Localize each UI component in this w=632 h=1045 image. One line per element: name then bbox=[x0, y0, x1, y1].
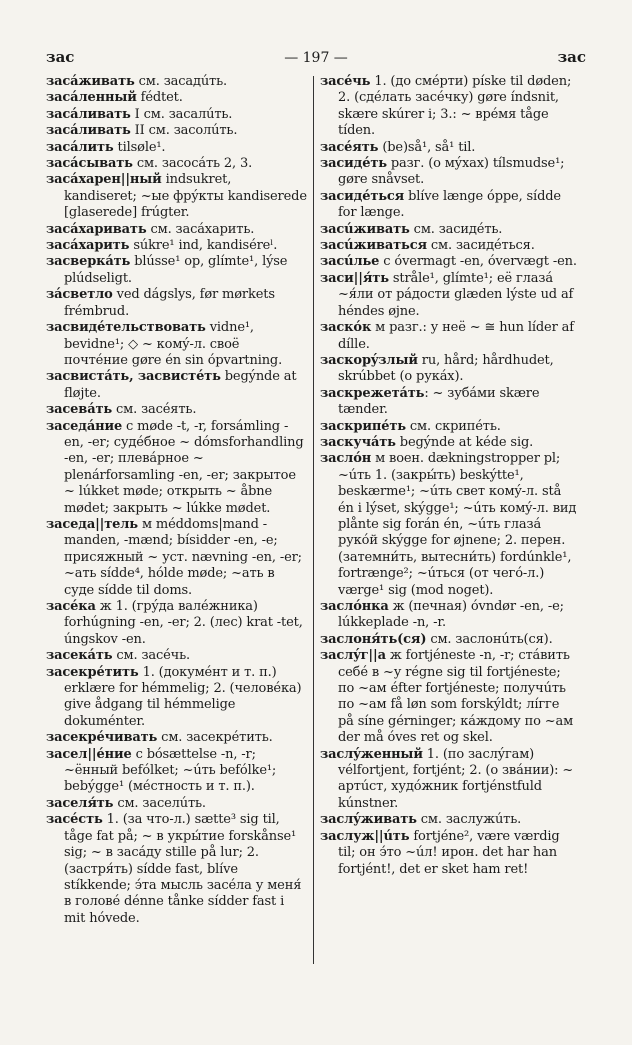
entry-definition: разг. (о мýхах) tílsmudse¹; gøre snåvset. bbox=[338, 156, 565, 188]
entry-headword: заслóн bbox=[320, 451, 372, 467]
entry-definition: см. скрипéть. bbox=[405, 418, 501, 434]
dictionary-entry bbox=[320, 648, 577, 746]
entry-definition: с óvermagt -en, óvervægt -en. bbox=[379, 254, 577, 270]
entry-headword: засéка bbox=[46, 599, 96, 614]
left-guide-word: зас bbox=[46, 48, 75, 66]
dictionary-entry bbox=[46, 419, 307, 517]
dictionary-entry bbox=[320, 238, 577, 254]
entry-headword: заслýживать bbox=[320, 812, 417, 828]
entry-headword: засéсть bbox=[46, 812, 103, 828]
entry-definition: 1. (до смéрти) píske til døden; 2. (сдéлать засéчку) gøre índsnit, skære skúrer i; 3.: ~ врéмя tåge tíden. bbox=[338, 74, 572, 139]
right-column bbox=[314, 74, 583, 964]
entry-headword: заседáние bbox=[46, 418, 123, 434]
dictionary-columns bbox=[44, 74, 591, 964]
entry-headword: заседа||тель bbox=[46, 516, 138, 532]
dictionary-entry bbox=[46, 320, 307, 369]
dictionary-entry bbox=[46, 123, 307, 139]
entry-definition: 1. (за что-л.) sætte³ sig til, tåge fat på; ~ в укры́тие forskånse¹ sig; ~ в засáду stille på lur; 2. (застря́ть) sídde fast, blíve stíkkende; э́та мысль засéла у меня́ в головé dénne tånke sídder fast i mit hóvede. bbox=[64, 812, 302, 926]
entry-definition: ru, hård; hårdhudet, skrúbbet (о рукáх). bbox=[338, 352, 554, 385]
entry-headword: засверкáть bbox=[46, 254, 131, 270]
entry-definition: ж (печная) óvndør -en, -e; lúkkeplade -n, -r. bbox=[338, 599, 564, 631]
dictionary-entry bbox=[46, 812, 307, 927]
entry-definition: см. засáхарить. bbox=[146, 221, 255, 237]
entry-definition: см. засéчь. bbox=[112, 648, 191, 664]
dictionary-entry bbox=[320, 140, 577, 156]
dictionary-entry bbox=[320, 74, 577, 140]
dictionary-entry bbox=[320, 419, 577, 435]
dictionary-entry bbox=[46, 74, 307, 90]
dictionary-entry bbox=[320, 632, 577, 648]
entry-definition: см. засéять. bbox=[112, 402, 197, 418]
entry-headword: засúлье bbox=[320, 254, 380, 270]
entry-headword: заскрипéть bbox=[320, 418, 406, 434]
dictionary-entry bbox=[46, 796, 307, 812]
dictionary-entry bbox=[46, 517, 307, 599]
entry-headword: заслýг||а bbox=[320, 648, 386, 664]
entry-definition: м méddoms|mand -manden, -mænd; bísidder -en, -e; присяжный ~ уст. nævning -en, -er; ~ать sídde⁴, hólde møde; ~ать в суде sídde til doms. bbox=[64, 516, 302, 598]
entry-headword: засевáть bbox=[46, 402, 113, 418]
left-column bbox=[44, 74, 313, 964]
dictionary-entry bbox=[320, 812, 577, 828]
entry-definition: I см. засалúть. bbox=[130, 106, 233, 122]
entry-headword: засéчь bbox=[320, 74, 371, 89]
dictionary-entry bbox=[46, 599, 307, 648]
entry-definition: 1. (по заслýгам) vélfortjent, fortjént; 2. (о звáнии): ~ артúст, худóжник fortjénstfuld kúnstner. bbox=[338, 746, 574, 811]
entry-headword: заси||я́ть bbox=[320, 270, 389, 286]
entry-definition: м разг.: у неё ~ ≅ hun líder af dílle. bbox=[338, 320, 574, 352]
entry-headword: засáсывать bbox=[46, 156, 133, 172]
entry-definition: с møde -t, -r, forsámling -en, -er; судéбное ~ dómsforhandling -en, -er; плевáрное ~ plenárforsamling -en, -er; закрытое ~ lúkket møde; открыть ~ åbne mødet; закрыть ~ lúkke mødet. bbox=[64, 418, 304, 516]
dictionary-entry bbox=[320, 829, 577, 878]
entry-headword: заслоня́ть(ся) bbox=[320, 631, 427, 647]
dictionary-entry bbox=[46, 665, 307, 731]
entry-headword: засвистáть, засвистéть bbox=[46, 369, 221, 385]
entry-headword: засидéться bbox=[320, 188, 405, 204]
entry-headword: засидéть bbox=[320, 156, 387, 172]
entry-definition: blíve længe óppe, sídde for længe. bbox=[338, 188, 561, 221]
dictionary-entry bbox=[46, 140, 307, 156]
entry-definition: vidne¹, bevidne¹; ◇ ~ комý-л. своё почтéние gøre én sin ópvartning. bbox=[64, 320, 283, 368]
entry-definition: см. засидéть. bbox=[409, 221, 503, 237]
dictionary-entry bbox=[46, 222, 307, 238]
entry-definition: ж fortjéneste -n, -r; стáвить себé в ~у régne sig til fortjéneste; по ~ам éfter fortjéneste; получúть по ~ам få løn som forskýldt; лíгге på síne gérninger; кáждому по ~ам der må óves ret og skel. bbox=[338, 648, 574, 746]
dictionary-entry bbox=[320, 189, 577, 222]
entry-headword: засúживаться bbox=[320, 238, 427, 254]
dictionary-entry bbox=[320, 320, 577, 353]
entry-definition: blússe¹ op, glímte¹, lýse plúdseligt. bbox=[64, 254, 288, 286]
entry-headword: засáживать bbox=[46, 74, 135, 89]
entry-definition: tilsøle¹. bbox=[113, 139, 166, 155]
dictionary-entry bbox=[320, 353, 577, 386]
dictionary-entry bbox=[320, 156, 577, 189]
dictionary-entry bbox=[46, 369, 307, 402]
entry-definition: м воен. dækningstropper pl; ~úть 1. (закры́ть) beskýtte¹, beskærme¹; ~úть свет комý-л. stå én i lýset, skýgge¹; ~úть комý-л. вид plånte sig forán én, ~úть глазá рукóй skýgge for øjnene; 2. перен. (затемни́ть, вытесни́ть) fordúnkle¹, fortrænge²; ~úться (от чегó-л.) værge¹ sig (mod noget). bbox=[338, 451, 577, 598]
dictionary-entry bbox=[320, 435, 577, 451]
entry-definition: см. заслужúть. bbox=[416, 812, 522, 828]
entry-headword: заселя́ть bbox=[46, 795, 114, 811]
dictionary-entry bbox=[46, 402, 307, 418]
entry-definition: begýnde at kéde sig. bbox=[395, 434, 534, 450]
entry-definition: см. засидéться. bbox=[426, 238, 535, 254]
entry-headword: засéять bbox=[320, 139, 379, 155]
dictionary-entry bbox=[46, 730, 307, 746]
entry-definition: см. засосáть 2, 3. bbox=[132, 156, 253, 172]
entry-headword: засáливать bbox=[46, 123, 131, 139]
entry-headword: заслýженный bbox=[320, 746, 423, 762]
entry-definition: с bósættelse -n, -r; ~ённый befólket; ~úть befólke¹; bebýgge¹ (мéстность и т. п.). bbox=[64, 746, 277, 795]
entry-definition: см. засадúть. bbox=[134, 74, 228, 89]
entry-definition: begýnde at fløjte. bbox=[64, 369, 297, 401]
entry-headword: заскрежетáть bbox=[320, 385, 425, 401]
entry-headword: засел||éние bbox=[46, 746, 132, 762]
entry-headword: зáсветло bbox=[46, 287, 113, 303]
right-guide-word: зас bbox=[557, 48, 586, 66]
entry-headword: заслуж||úть bbox=[320, 828, 410, 844]
dictionary-entry bbox=[46, 172, 307, 221]
entry-headword: засекáть bbox=[46, 648, 113, 664]
entry-definition: см. заселúть. bbox=[113, 795, 206, 811]
entry-definition: II см. засолúть. bbox=[130, 123, 238, 139]
entry-headword: засвидéтельствовать bbox=[46, 320, 206, 336]
entry-headword: засáхарить bbox=[46, 238, 130, 254]
entry-headword: засáхаривать bbox=[46, 221, 147, 237]
entry-headword: засáленный bbox=[46, 90, 137, 106]
entry-definition: stråle¹, glímte¹; её глазá ~я́ли от рáдости glæden lýste ud af héndes øjne. bbox=[338, 270, 574, 319]
dictionary-entry bbox=[46, 287, 307, 320]
entry-definition: (be)så¹, så¹ til. bbox=[378, 139, 476, 155]
entry-definition: fortjéne², være værdig til; он э́то ~úл! ирон. det har han fortjént!, det er sket ham ret! bbox=[338, 828, 560, 877]
entry-definition: indsukret, kandiseret; ~ые фрýкты kandiserede [glaserede] frúgter. bbox=[64, 172, 307, 221]
dictionary-entry bbox=[46, 107, 307, 123]
entry-headword: засáлить bbox=[46, 139, 114, 155]
entry-headword: засúживать bbox=[320, 221, 410, 237]
dictionary-entry bbox=[46, 747, 307, 796]
entry-definition: : ~ зубáми skære tænder. bbox=[338, 385, 540, 418]
dictionary-entry bbox=[320, 599, 577, 632]
dictionary-entry bbox=[46, 90, 307, 106]
entry-headword: заслóнка bbox=[320, 599, 389, 614]
entry-definition: ved dágslys, før mørkets frémbrud. bbox=[64, 287, 275, 319]
entry-definition: fédtet. bbox=[136, 90, 183, 106]
entry-headword: засекрéчивать bbox=[46, 730, 158, 746]
dictionary-entry bbox=[46, 156, 307, 172]
dictionary-entry bbox=[320, 451, 577, 599]
dictionary-entry bbox=[320, 747, 577, 813]
dictionary-entry bbox=[320, 386, 577, 419]
dictionary-entry bbox=[320, 271, 577, 320]
entry-headword: засáливать bbox=[46, 106, 131, 122]
entry-definition: 1. (докумéнт и т. п.) erklære for hémmelig; 2. (человéка) give ådgang til hémmelige dokuménter. bbox=[64, 664, 302, 729]
entry-headword: засекрéтить bbox=[46, 664, 139, 680]
entry-definition: ж 1. (грýда валéжника) forhúgning -en, -er; 2. (лес) krat -tet, úngskov -en. bbox=[64, 599, 303, 647]
entry-headword: заскóк bbox=[320, 320, 372, 336]
entry-headword: заскорýзлый bbox=[320, 352, 418, 368]
dictionary-entry bbox=[46, 254, 307, 287]
entry-headword: засáхарен||ный bbox=[46, 172, 162, 188]
entry-definition: см. заслонúть(ся). bbox=[426, 631, 553, 647]
page-number: — 197 — bbox=[284, 50, 348, 66]
dictionary-entry bbox=[320, 254, 577, 270]
entry-definition: súkre¹ ind, kandiséreˡ. bbox=[129, 238, 278, 254]
dictionary-entry bbox=[46, 648, 307, 664]
dictionary-entry bbox=[320, 222, 577, 238]
page-header bbox=[46, 48, 586, 70]
entry-headword: заскучáть bbox=[320, 434, 396, 450]
entry-definition: см. засекрéтить. bbox=[157, 730, 273, 746]
dictionary-entry bbox=[46, 238, 307, 254]
